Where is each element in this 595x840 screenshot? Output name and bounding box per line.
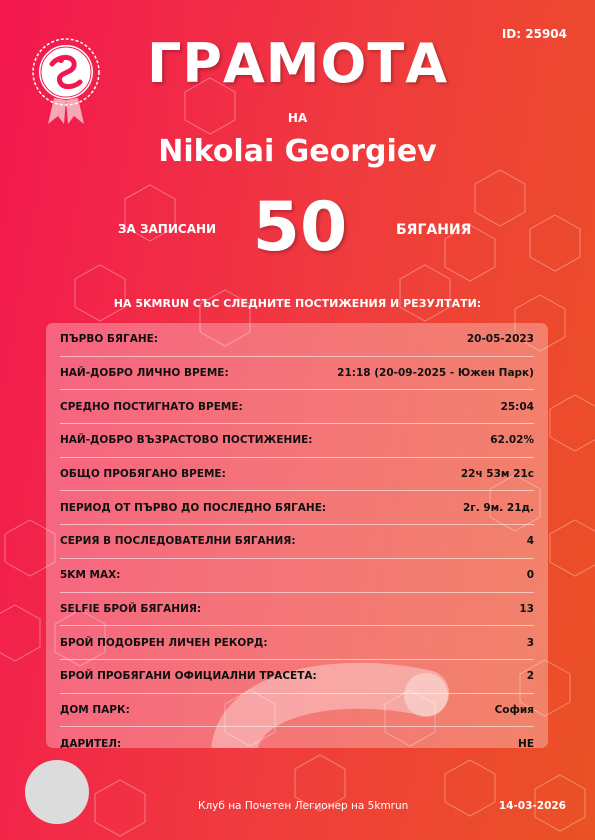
issue-date: 14-03-2026 <box>498 800 566 812</box>
stat-value: 20-05-2023 <box>466 333 534 346</box>
stat-label: БРОЙ ПРОБЯГАНИ ОФИЦИАЛНИ ТРАСЕТА: <box>60 670 317 683</box>
runs-word: БЯГАНИЯ <box>396 222 472 238</box>
stat-row-period <box>60 491 534 525</box>
stat-label: НАЙ-ДОБРО ВЪЗРАСТОВО ПОСТИЖЕНИЕ: <box>60 434 313 447</box>
certificate-id: ID: 25904 <box>501 27 567 41</box>
recipient-prefix: НА <box>287 111 308 125</box>
stat-row-personal-best <box>60 357 534 391</box>
stat-value: 22ч 53м 21с <box>460 468 534 481</box>
stat-label: ПЪРВО БЯГАНЕ: <box>60 333 158 346</box>
stat-value: 3 <box>526 636 534 649</box>
stat-row-donor <box>60 727 534 748</box>
stat-value: 13 <box>519 602 534 615</box>
stat-label: SELFIE БРОЙ БЯГАНИЯ: <box>60 602 202 615</box>
stats-panel <box>46 323 548 748</box>
stat-label: ОБЩО ПРОБЯГАНО ВРЕМЕ: <box>60 468 226 481</box>
stat-label: 5KM MAX: <box>60 569 121 582</box>
stat-value: 2г. 9м. 21д. <box>462 501 534 514</box>
stat-value: 4 <box>526 535 534 548</box>
run-count: 50 <box>252 188 348 267</box>
recorded-label: ЗА ЗАПИСАНИ <box>118 222 217 236</box>
stat-row-pb-count <box>60 626 534 660</box>
stat-value: НЕ <box>518 737 534 748</box>
stat-value: 62.02% <box>490 434 534 447</box>
stat-row-official-courses <box>60 660 534 694</box>
stat-value: 2 <box>526 670 534 683</box>
stat-label: СЕРИЯ В ПОСЛЕДОВАТЕЛНИ БЯГАНИЯ: <box>60 535 296 548</box>
stat-value: 0 <box>526 569 534 582</box>
stat-label: ДОМ ПАРК: <box>60 703 130 716</box>
stat-row-first-run <box>60 323 534 357</box>
stat-label: НАЙ-ДОБРО ЛИЧНО ВРЕМЕ: <box>60 367 229 380</box>
stat-label: ДАРИТЕЛ: <box>60 737 122 748</box>
stat-row-streak <box>60 525 534 559</box>
stat-row-average-time <box>60 390 534 424</box>
stat-label: БРОЙ ПОДОБРЕН ЛИЧЕН РЕКОРД: <box>60 636 268 649</box>
stat-value: София <box>494 703 534 716</box>
club-signature: Клуб на Почетен Легионер на 5kmrun <box>198 800 409 812</box>
stat-value: 21:18 (20-09-2025 - Южен Парк) <box>337 367 534 380</box>
recipient-name: Nikolai Georgiev <box>158 134 437 169</box>
avatar <box>25 760 89 824</box>
stat-row-home-park <box>60 694 534 728</box>
stat-label: ПЕРИОД ОТ ПЪРВО ДО ПОСЛЕДНО БЯГАНЕ: <box>60 501 327 514</box>
stat-row-age-grade <box>60 424 534 458</box>
stat-row-total-time <box>60 458 534 492</box>
stat-label: СРЕДНО ПОСТИГНАТО ВРЕМЕ: <box>60 400 243 413</box>
stat-value: 25:04 <box>500 400 534 413</box>
certificate-title: ГРАМОТА <box>146 32 449 95</box>
stat-row-selfie <box>60 593 534 627</box>
achievements-subtitle: НА 5KMRUN СЪС СЛЕДНИТЕ ПОСТИЖЕНИЯ И РЕЗУЛТАТИ: <box>113 297 482 310</box>
stat-row-5km-max <box>60 559 534 593</box>
